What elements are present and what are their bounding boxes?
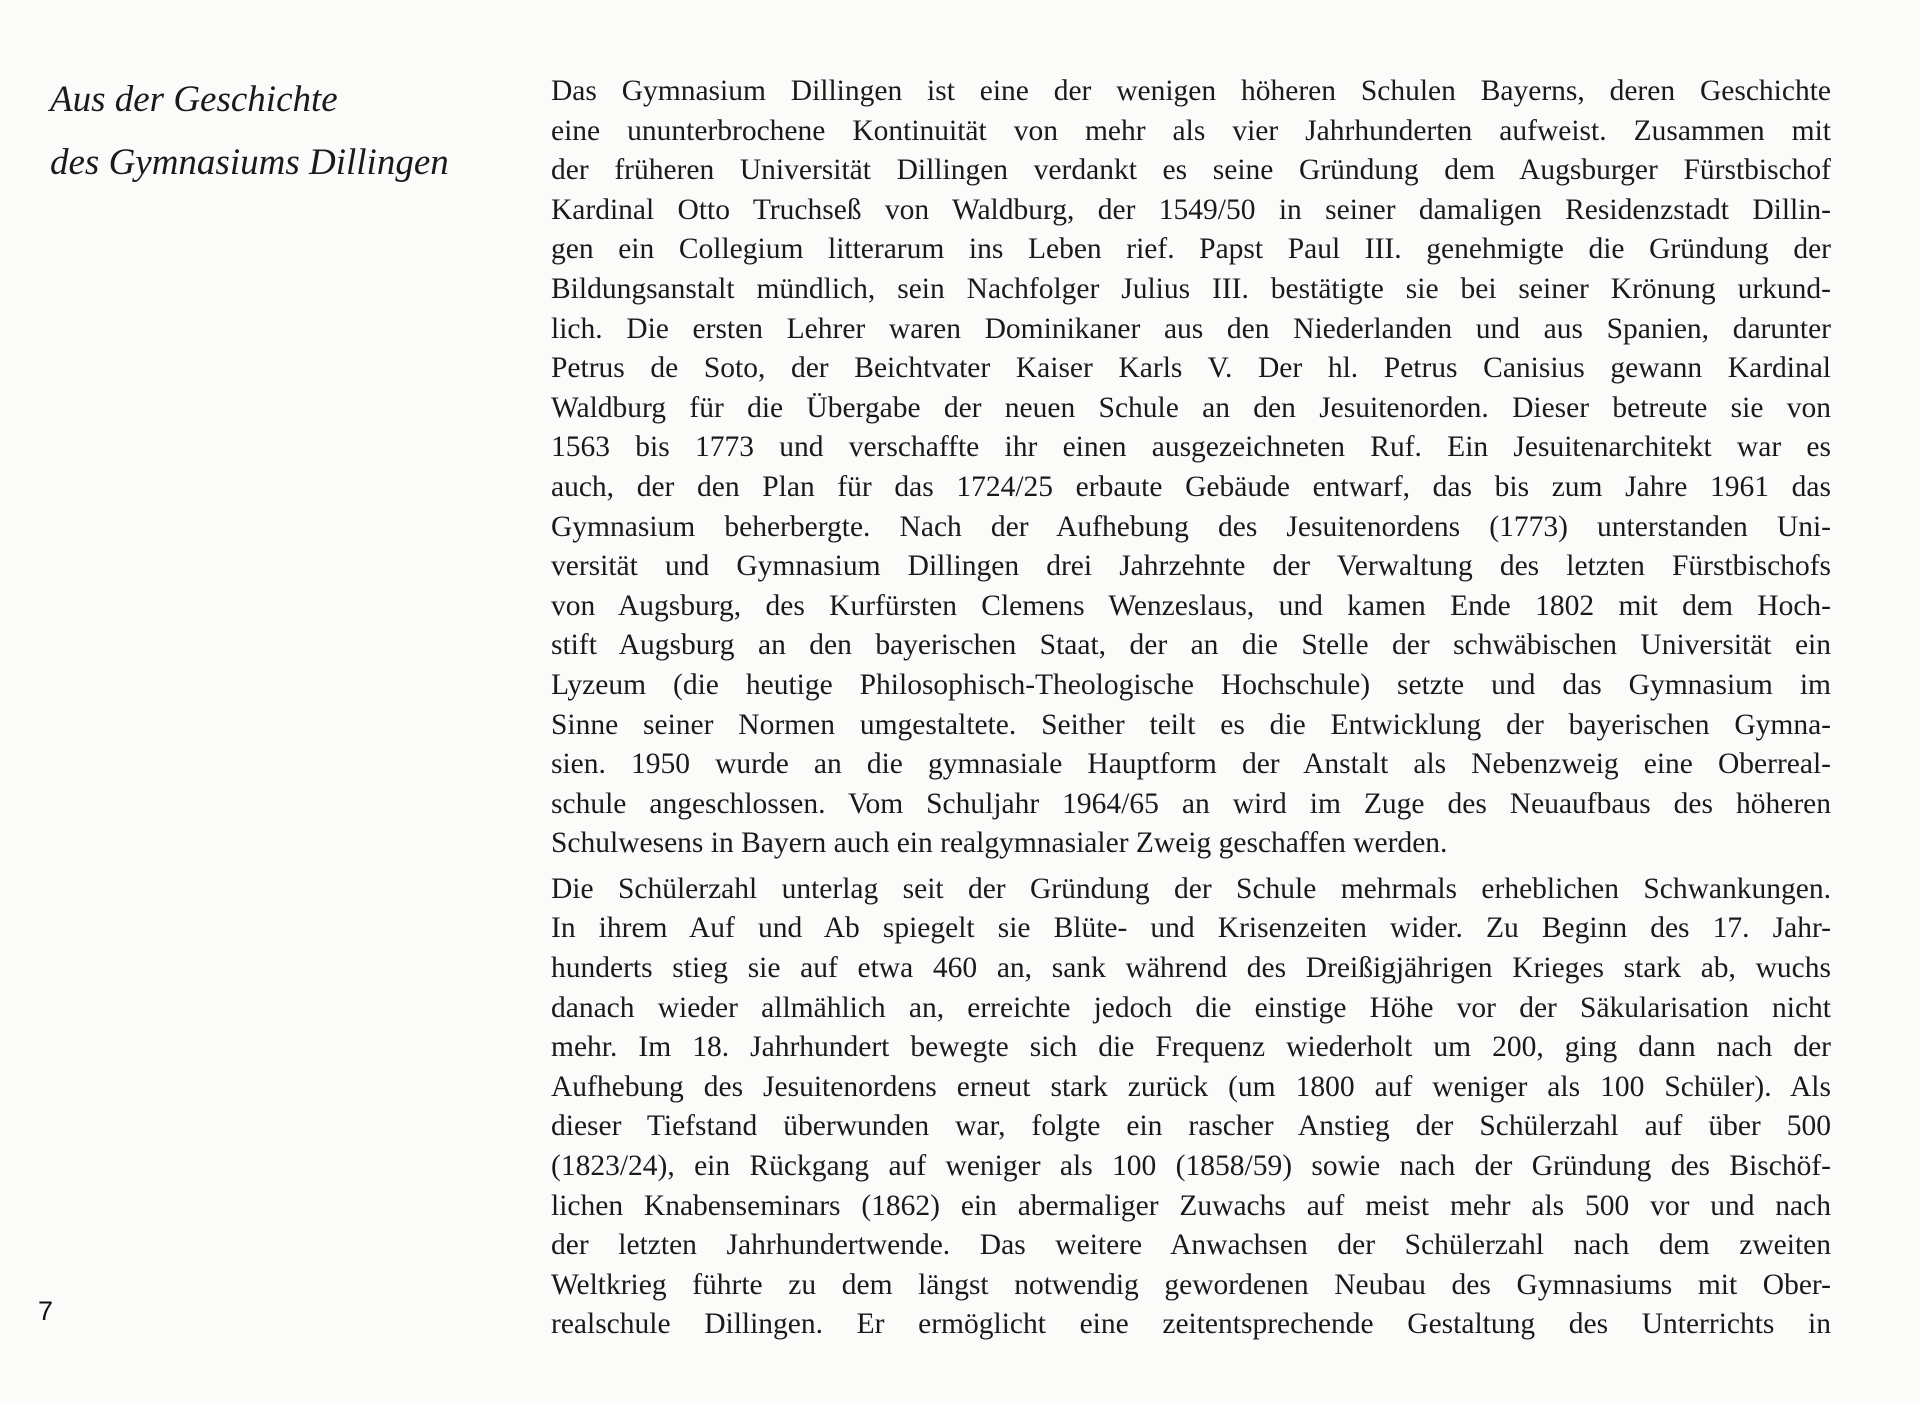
text-line: sien. 1950 wurde an die gymnasiale Hauptform der Anstalt als Nebenzweig eine Oberreal- bbox=[551, 748, 1831, 781]
text-line: Das Gymnasium Dillingen ist eine der wenigen höheren Schulen Bayerns, deren Geschichte bbox=[551, 75, 1831, 107]
page-number: 7 bbox=[38, 1296, 54, 1326]
text-line: Petrus de Soto, der Beichtvater Kaiser Karls V. Der hl. Petrus Canisius gewann Kardinal bbox=[551, 352, 1831, 385]
text-line: Lyzeum (die heutige Philosophisch-Theologische Hochschule) setzte und das Gymnasium im bbox=[551, 668, 1831, 701]
text-line: schule angeschlossen. Vom Schuljahr 1964/65 an wird im Zuge des Neuaufbaus des höheren bbox=[551, 787, 1831, 820]
section-title bbox=[50, 68, 530, 194]
text-line: Aufhebung des Jesuitenordens erneut stark zurück (um 1800 auf weniger als 100 Schüler). Als bbox=[551, 1070, 1831, 1103]
text-line: mehr. Im 18. Jahrhundert bewegte sich die Frequenz wiederholt um 200, ging dann nach der bbox=[551, 1031, 1831, 1064]
text-line: Schulwesens in Bayern auch ein realgymnasialer Zweig geschaffen werden. bbox=[551, 827, 1448, 860]
text-line: der früheren Universität Dillingen verdankt es seine Gründung dem Augsburger Fürstbischof bbox=[551, 154, 1831, 187]
text-line: Sinne seiner Normen umgestaltete. Seither teilt es die Entwicklung der bayerischen Gymna- bbox=[551, 708, 1831, 741]
text-line: Die Schülerzahl unterlag seit der Gründung der Schule mehrmals erheblichen Schwankungen. bbox=[551, 872, 1831, 905]
text-line: dieser Tiefstand überwunden war, folgte ein rascher Anstieg der Schülerzahl auf über 500 bbox=[551, 1110, 1831, 1143]
text-line: Bildungsanstalt mündlich, sein Nachfolger Julius III. bestätigte sie bei seiner Krönung urkund- bbox=[551, 272, 1831, 305]
text-line: der letzten Jahrhundertwende. Das weitere Anwachsen der Schülerzahl nach dem zweiten bbox=[551, 1229, 1831, 1262]
text-line: Weltkrieg führte zu dem längst notwendig gewordenen Neubau des Gymnasiums mit Ober- bbox=[551, 1268, 1831, 1301]
section-title-line-1: Aus der Geschichte bbox=[50, 79, 338, 120]
text-line: stift Augsburg an den bayerischen Staat, der an die Stelle der schwäbischen Universität ein bbox=[551, 629, 1831, 662]
text-line: danach wieder allmählich an, erreichte jedoch die einstige Höhe vor der Säkularisation nicht bbox=[551, 991, 1831, 1024]
text-line: von Augsburg, des Kurfürsten Clemens Wenzeslaus, und kamen Ende 1802 mit dem Hoch- bbox=[551, 589, 1831, 622]
text-line: Gymnasium beherbergte. Nach der Aufhebung des Jesuitenordens (1773) unterstanden Uni- bbox=[551, 510, 1831, 543]
text-line: 1563 bis 1773 und verschaffte ihr einen ausgezeichneten Ruf. Ein Jesuitenarchitekt war es bbox=[551, 431, 1831, 464]
text-line: eine ununterbrochene Kontinuität von mehr als vier Jahrhunderten aufweist. Zusammen mit bbox=[551, 114, 1831, 147]
text-line: Kardinal Otto Truchseß von Waldburg, der 1549/50 in seiner damaligen Residenzstadt Dillin- bbox=[551, 193, 1831, 226]
body-text bbox=[551, 72, 1831, 1345]
paragraph-1 bbox=[551, 72, 1831, 864]
text-line: hunderts stieg sie auf etwa 460 an, sank während des Dreißigjährigen Krieges stark ab, wuchs bbox=[551, 952, 1831, 985]
text-line: gen ein Collegium litterarum ins Leben rief. Papst Paul III. genehmigte die Gründung der bbox=[551, 233, 1831, 266]
text-line: auch, der den Plan für das 1724/25 erbaute Gebäude entwarf, das bis zum Jahre 1961 das bbox=[551, 470, 1831, 503]
text-line: In ihrem Auf und Ab spiegelt sie Blüte- und Krisenzeiten wider. Zu Beginn des 17. Jahr- bbox=[551, 912, 1831, 945]
text-line: lich. Die ersten Lehrer waren Dominikaner aus den Niederlanden und aus Spanien, darunter bbox=[551, 312, 1831, 345]
text-line: Waldburg für die Übergabe der neuen Schule an den Jesuitenorden. Dieser betreute sie von bbox=[551, 391, 1831, 424]
text-line: versität und Gymnasium Dillingen drei Jahrzehnte der Verwaltung des letzten Fürstbischofs bbox=[551, 550, 1831, 583]
text-line: (1823/24), ein Rückgang auf weniger als 100 (1858/59) sowie nach der Gründung des Bischöf- bbox=[551, 1150, 1831, 1183]
text-line: lichen Knabenseminars (1862) ein abermaliger Zuwachs auf meist mehr als 500 vor und nach bbox=[551, 1189, 1831, 1222]
section-title-line-2: des Gymnasiums Dillingen bbox=[50, 142, 449, 183]
paragraph-2 bbox=[551, 870, 1831, 1345]
text-line: realschule Dillingen. Er ermöglicht eine zeitentsprechende Gestaltung des Unterrichts in bbox=[551, 1308, 1831, 1341]
